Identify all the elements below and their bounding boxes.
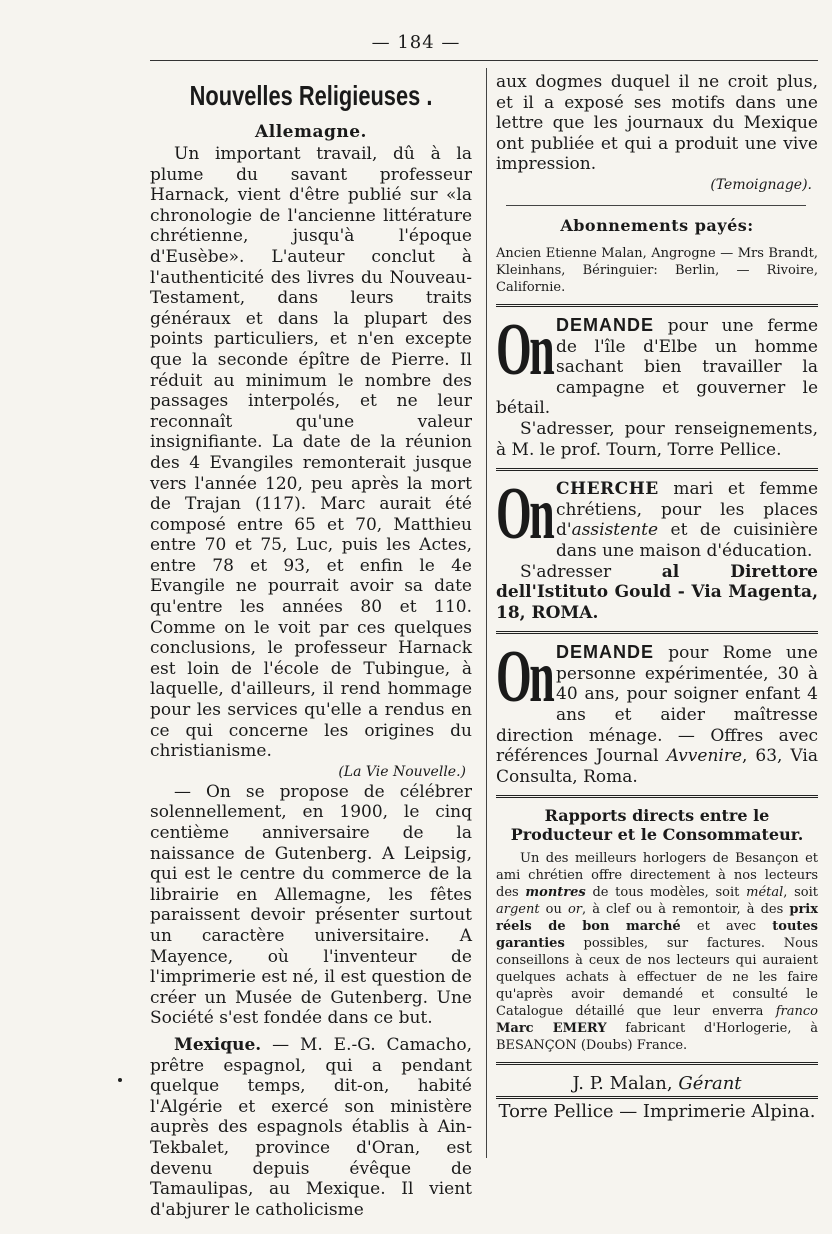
- ad-initial: On: [496, 308, 553, 391]
- margin-mark: [118, 1078, 122, 1082]
- prod-text: de tous modèles, soit: [592, 885, 740, 901]
- ad-journal: Avvenire: [666, 746, 743, 767]
- prod-text: possibles, sur factures. Nous conseillons à ceux de nos lecteurs qui auraient quelques achats à effectuer de ne les faire qu'après avoir demandé et consulté le Catalogue détaillé que leur enverra: [496, 936, 818, 1020]
- prod-or: or: [567, 902, 582, 918]
- prod-emery: Marc EMERY: [496, 1021, 607, 1037]
- section-title: [185, 80, 436, 112]
- prod-text: ou: [545, 902, 562, 918]
- prod-text: fabricant d'Horlogerie, à BESANÇON (Doubs) France.: [496, 1021, 819, 1054]
- mexique-label: Mexique.: [174, 1034, 262, 1055]
- ad-text-b: et de cuisinière dans une maison d'éducation.: [556, 520, 818, 561]
- ad-text-a: mari et femme chrétiens, pour les places d': [556, 479, 819, 541]
- article-mexique-text: — M. E.-G. Camacho, prêtre espagnol, qui a pendant quelque temps, dit-on, habité l'Algérie et exercé son ministère auprès des espagnols établis à Ain-Tekbalet, province d'Oran, est devenu depuis évêque de Tamaulipas, au Mexique. Il vient d'abjurer le catholicisme: [150, 1034, 473, 1220]
- section-title-text: Nouvelles Religieuses: [189, 80, 421, 111]
- prod-text: , soit: [783, 885, 819, 901]
- article-gutenberg: — On se propose de célébrer solennellement, en 1900, le cinq centième anniversaire de la naissance de Gutenberg. A Leipsig, qui est le centre du commerce de la librairie en Allemagne, les fêtes paraissent devoir présenter surtout un caractère universitaire. A Mayence, où l'inventeur de l'imprimerie est né, il est question de créer un Musée de Gutenberg. Une Société s'est fondée dans ce but.: [150, 781, 472, 1029]
- ad-ferme-elbe: [496, 308, 819, 460]
- source-temoignage: (Temoignage).: [710, 176, 812, 193]
- source-vie-nouvelle: (La Vie Nouvelle.): [338, 763, 466, 780]
- prod-argent: argent: [496, 902, 540, 918]
- ad-address: , 63, Via Consulta, Roma.: [496, 746, 818, 787]
- ad-keyword: DEMANDE: [556, 314, 655, 335]
- ad-initial: On: [496, 473, 553, 556]
- ad-text: pour une ferme de l'île d'Elbe un homme sachant bien travailler la campagne et gouverner le bétail.: [496, 315, 819, 419]
- ad-text: pour Rome une personne expérimentée, 30 à 40 ans, pour soigner enfant 4 ans et aider maîtresse direction ménage. — Offres avec références Journal: [496, 643, 818, 767]
- prod-garanties: toutes garanties: [496, 919, 818, 952]
- gerant-line: [496, 1073, 818, 1094]
- abonnements-list: Ancien Etienne Malan, Angrogne — Mrs Brandt, Kleinhans, Béringuier: Berlin, — Rivoire, Californie.: [496, 245, 818, 295]
- separator-double-rule: [496, 795, 818, 798]
- prod-text: , à clef ou à remontoir, à des: [581, 902, 784, 918]
- prod-montres: montres: [525, 885, 586, 901]
- abonnements-heading: Abonnements payés:: [560, 215, 754, 235]
- ad-contact-lead: S'adresser: [520, 561, 662, 582]
- section-title-dot: .: [426, 80, 433, 111]
- separator-rule: [506, 205, 806, 206]
- ad-keyword: CHERCHE: [556, 479, 659, 500]
- separator-double-rule: [496, 631, 818, 634]
- separator-double-rule: [496, 468, 818, 471]
- separator-double-rule: [496, 1096, 818, 1099]
- ad-cherche-couple: [496, 473, 819, 623]
- ad-contact: S'adresser, pour renseignements, à M. le prof. Tourn, Torre Pellice.: [496, 418, 818, 460]
- imprimerie-line: Torre Pellice — Imprimerie Alpina.: [498, 1101, 816, 1123]
- prod-prix: prix réels de bon marché: [496, 902, 818, 935]
- separator-double-rule: [496, 304, 818, 307]
- prod-franco: franco: [775, 1004, 819, 1020]
- article-mexique-continued: aux dogmes duquel il ne croit plus, et il a exposé ses motifs dans une lettre que les journaux du Mexique ont publiée et qui a produit une vive impression.: [496, 72, 818, 175]
- gerant-name: J. P. Malan,: [572, 1073, 673, 1095]
- separator-double-rule: [496, 1062, 818, 1065]
- article-harnack: Un important travail, dû à la plume du savant professeur Harnack, vient d'être publié sur «la chronologie de l'ancienne littérature chrétienne, jusqu'à l'époque d'Eusèbe». L'auteur conclut à l'authenticité des livres du Nouveau-Testament, dans leurs traits généraux et dans la plupart des points particuliers, et n'en excepte que la seconde épître de Pierre. Il réduit au minimum le nombre des passages interpolés, et ne leur reconnaît qu'une valeur insignifiante. La date de la réunion des 4 Evangiles remonterait jusque vers l'année 120, peu après la mort de Trajan (117). Marc aurait été composé entre 65 et 70, Matthieu entre 70 et 75, Luc, puis les Actes, entre 78 et 93, et enfin le 4e Evangile ne pourrait avoir sa date qu'entre les années 80 et 110. Comme on le voit par ces quelques conclusions, le professeur Harnack est loin de l'école de Tubingue, à laquelle, d'ailleurs, il rend hommage pour les services qu'elle a rendus en ce qui concerne les origines du christianisme.: [150, 144, 472, 762]
- right-column: [496, 72, 818, 1122]
- top-rule: [150, 60, 818, 61]
- ad-demande-rome: [496, 636, 818, 787]
- prod-text: Un des meilleurs horlogers de Besançon et ami chrétien offre directement à nos lecteurs des: [496, 851, 818, 901]
- page-number: — 184 —: [371, 32, 461, 53]
- ad-keyword: DEMANDE: [556, 642, 655, 663]
- allemagne-heading: Allemagne.: [255, 122, 367, 142]
- prod-metal: métal: [746, 885, 784, 901]
- ad-text-italic: assistente: [571, 520, 659, 541]
- producteur-heading: Rapports directs entre le Producteur et le Consommateur.: [510, 806, 804, 845]
- column-divider: [486, 68, 487, 1158]
- ad-initial: On: [496, 636, 553, 719]
- ad-contact: [496, 562, 818, 624]
- prod-text: et avec: [696, 919, 757, 935]
- horloger-ad: [496, 850, 818, 1054]
- gerant-title: Gérant: [678, 1073, 742, 1095]
- left-column: [150, 72, 472, 1220]
- article-mexique: [150, 1035, 472, 1220]
- ad-contact-address: al Direttore dell'Istituto Gould - Via Magenta, 18, ROMA.: [496, 561, 818, 623]
